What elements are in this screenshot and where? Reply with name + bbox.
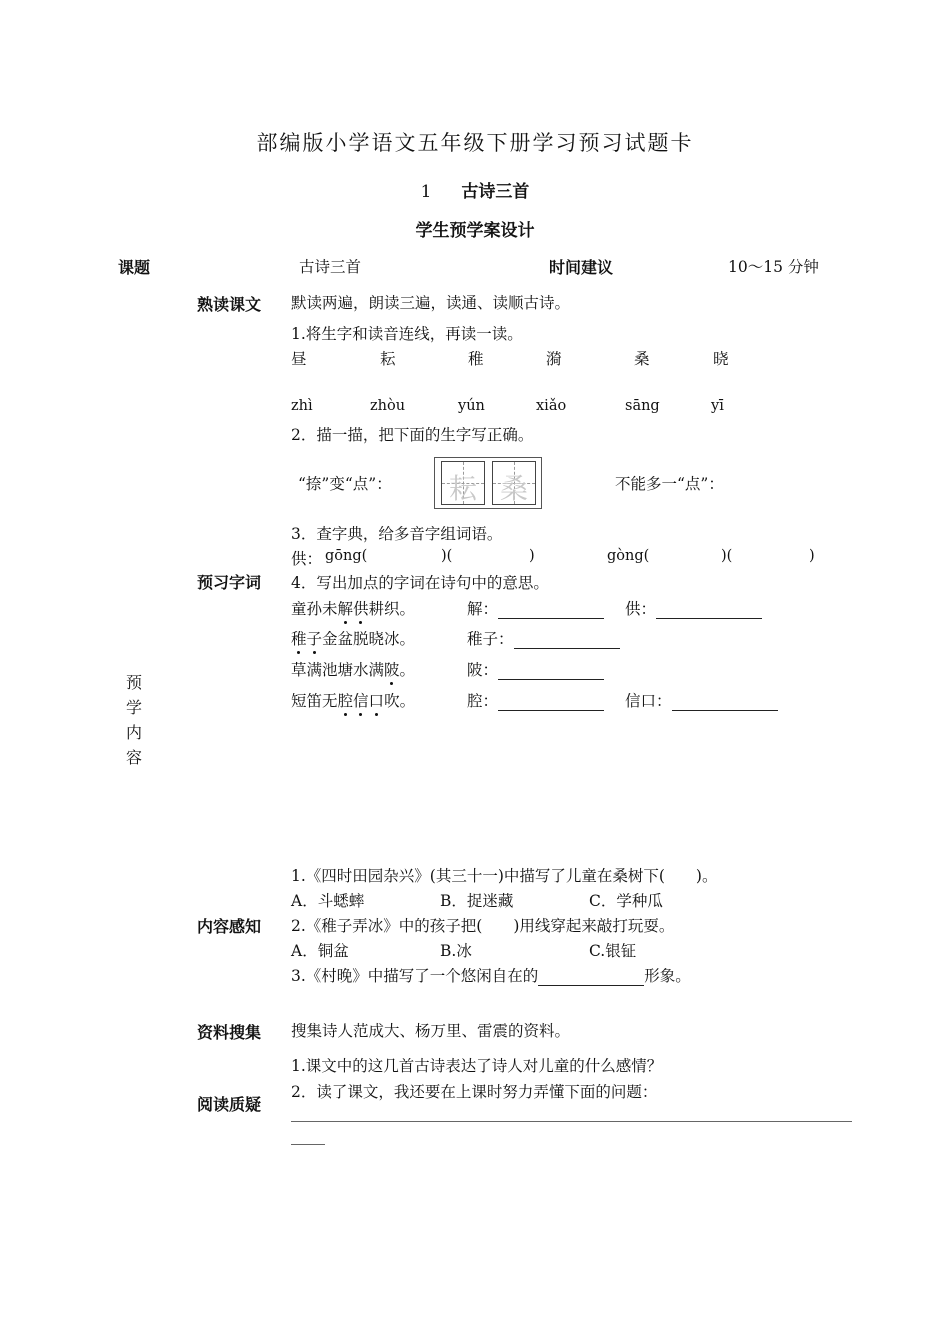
side-char: 学 [125,698,142,717]
paren-mid-1: )( [441,548,453,564]
content-q1-opt-a: A．斗蟋蟀 [291,892,365,910]
side-char: 容 [125,748,142,767]
meaning-2: 供： [625,597,762,619]
paren-end-2: ) [809,548,815,564]
design-title: 学生预学案设计 [415,221,535,241]
words-q3: 3．查字典，给多音字组词语。 [291,525,503,543]
paren-end-1: ) [529,548,535,564]
answer-line[interactable] [291,1144,325,1145]
lesson-number: 1 [420,182,432,202]
meaning-4: 陂： [467,658,604,680]
char-3: 稚 [468,350,484,368]
answer-blank[interactable] [514,630,620,649]
answer-blank[interactable] [498,692,604,711]
tracing-grid [434,457,542,509]
content-label: 内容感知 [197,917,262,936]
side-label-prestudy [124,670,144,770]
content-q1-opt-c: C．学种瓜 [589,892,663,910]
question-q1: 1.课文中的这几首古诗表达了诗人对儿童的什么感情？ [291,1057,663,1075]
poly-char: 供： [291,550,323,568]
main-title: 部编版小学语文五年级下册学习预习试题卡 [256,131,694,155]
time-value: 10～15 分钟 [728,258,819,276]
char-6: 晓 [713,350,729,368]
tracing-cell[interactable] [492,461,536,505]
read-text: 默读两遍，朗读三遍，读通、读顺古诗。 [291,294,571,312]
content-q1-opt-b: B．捉迷藏 [440,892,514,910]
content-q2: 2.《稚子弄冰》中的孩子把( )用线穿起来敲打玩耍。 [291,917,675,935]
pinyin-6: yī [711,398,724,414]
question-q2: 2．读了课文，我还要在上课时努力弄懂下面的问题： [291,1083,658,1101]
answer-blank[interactable] [672,692,778,711]
lesson-heading [0,177,950,202]
topic-value: 古诗三首 [299,258,362,276]
words-q4: 4．写出加点的字词在诗句中的意思。 [291,574,549,592]
lesson-title: 古诗三首 [461,182,530,202]
poly-gong1: gōng( [325,548,368,564]
trace-char-2: 桑 [499,472,528,505]
time-label: 时间建议 [549,258,614,277]
meaning-3: 稚子： [467,627,620,649]
question-label: 阅读质疑 [197,1095,262,1114]
poem-line-1: 童孙未解供耕织。 [291,600,416,618]
no-dot-prompt: 不能多一“点”： [615,475,724,493]
answer-blank[interactable] [538,967,644,986]
words-label: 预习字词 [197,573,262,592]
words-q1: 1.将生字和读音连线，再读一读。 [291,325,523,343]
content-q1: 1.《四时田园杂兴》(其三十一)中描写了儿童在桑树下( )。 [291,867,718,885]
char-1: 昼 [291,350,307,368]
pinyin-4: xiǎo [536,398,567,414]
content-q2-opt-a: A．铜盆 [291,942,349,960]
answer-blank[interactable] [498,661,604,680]
content-q2-opt-b: B.冰 [440,942,472,960]
topic-label: 课题 [118,258,151,277]
answer-line[interactable] [291,1121,852,1122]
answer-blank[interactable] [498,600,604,619]
tracing-cell[interactable] [441,461,485,505]
pinyin-5: sāng [625,398,660,414]
pinyin-3: yún [458,398,485,414]
poem-line-4: 短笛无腔信口吹。 [291,692,416,710]
words-q2: 2．描一描，把下面的生字写正确。 [291,426,534,444]
meaning-1: 解： [467,597,604,619]
material-text: 搜集诗人范成大、杨万里、雷震的资料。 [291,1022,571,1040]
stroke-prompt: “捺”变“点”： [298,475,392,493]
char-4: 漪 [546,350,562,368]
pinyin-1: zhì [291,398,313,414]
char-2: 耘 [380,350,396,368]
pinyin-2: zhòu [370,398,406,414]
poem-line-3: 草满池塘水满陂。 [291,661,416,679]
content-q2-opt-c: C.银钲 [589,942,637,960]
meaning-5: 腔： [467,689,604,711]
answer-blank[interactable] [656,600,762,619]
meaning-6: 信口： [625,689,778,711]
poem-line-2: 稚子金盆脱晓冰。 [291,630,416,648]
char-5: 桑 [634,350,650,368]
trace-char-1: 耘 [448,472,477,505]
material-label: 资料搜集 [197,1023,262,1042]
side-char: 预 [125,673,142,692]
poly-gong4: gòng( [607,548,650,564]
side-char: 内 [125,723,142,742]
content-q3: 3.《村晚》中描写了一个悠闲自在的 形象。 [291,967,691,985]
paren-mid-2: )( [721,548,733,564]
read-label: 熟读课文 [197,295,262,314]
